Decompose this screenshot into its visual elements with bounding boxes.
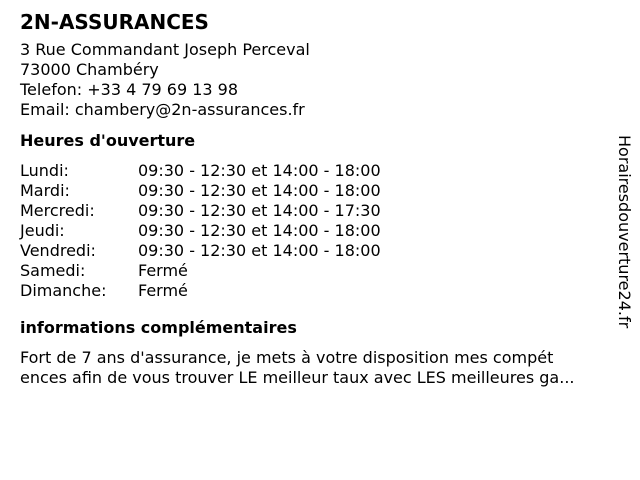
company-city: 73000 Chambéry xyxy=(20,60,159,79)
hours-row-saturday xyxy=(20,261,610,281)
hours-table xyxy=(20,161,610,301)
hours-row-monday xyxy=(20,161,610,181)
hours-day: Mardi: xyxy=(20,181,70,200)
hours-day: Jeudi: xyxy=(20,221,65,240)
hours-row-wednesday xyxy=(20,201,610,221)
hours-row-sunday xyxy=(20,281,610,301)
info-description-line-1: Fort de 7 ans d'assurance, je mets à votre disposition mes compét xyxy=(20,348,554,367)
hours-day: Mercredi: xyxy=(20,201,95,220)
hours-time: Fermé xyxy=(138,281,188,300)
hours-time: 09:30 - 12:30 et 14:00 - 17:30 xyxy=(138,201,381,220)
hours-time: 09:30 - 12:30 et 14:00 - 18:00 xyxy=(138,221,381,240)
hours-day: Dimanche: xyxy=(20,281,107,300)
hours-time: 09:30 - 12:30 et 14:00 - 18:00 xyxy=(138,241,381,260)
business-card xyxy=(20,10,610,388)
company-phone: Telefon: +33 4 79 69 13 98 xyxy=(20,80,239,99)
hours-day: Samedi: xyxy=(20,261,86,280)
hours-time: 09:30 - 12:30 et 14:00 - 18:00 xyxy=(138,181,381,200)
hours-row-tuesday xyxy=(20,181,610,201)
hours-day: Vendredi: xyxy=(20,241,96,260)
hours-time: 09:30 - 12:30 et 14:00 - 18:00 xyxy=(138,161,381,180)
hours-day: Lundi: xyxy=(20,161,69,180)
hours-title: Heures d'ouverture xyxy=(20,131,196,150)
hours-row-thursday xyxy=(20,221,610,241)
brand-watermark: Horairesdouverture24.fr xyxy=(615,135,634,329)
hours-row-friday xyxy=(20,241,610,261)
company-street: 3 Rue Commandant Joseph Perceval xyxy=(20,40,310,59)
company-name: 2N-ASSURANCES xyxy=(20,10,209,34)
info-title: informations complémentaires xyxy=(20,318,297,337)
company-email: Email: chambery@2n-assurances.fr xyxy=(20,100,305,119)
info-description-line-2: ences afin de vous trouver LE meilleur taux avec LES meilleures ga... xyxy=(20,368,575,387)
hours-time: Fermé xyxy=(138,261,188,280)
